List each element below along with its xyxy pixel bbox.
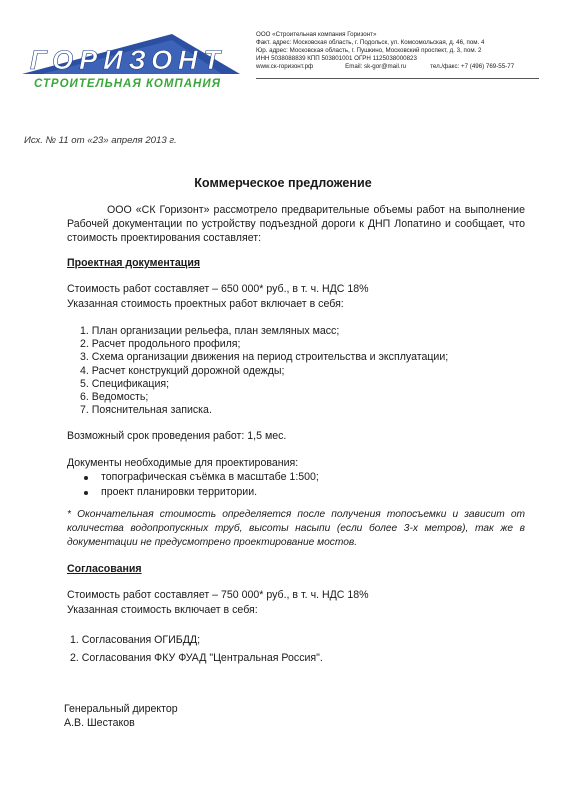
list-item: 7. Пояснительная записка. [80,404,212,417]
required-docs-list [84,470,319,500]
company-info [256,31,514,71]
registration-numbers: ИНН 5038088839 КПП 503801001 ОГРН 1125038000823 [256,55,417,63]
intro-text: ООО «СК Горизонт» рассмотрело предварительные объемы работ на выполнение Рабочей документации по устройству подъездной дороги к ДНП Лопатино и сообщает, что стоимость проектирования составляет: [67,204,525,244]
company-logo [22,34,240,92]
document-title: Коммерческое предложение [194,176,372,190]
design-cost: Стоимость работ составляет – 650 000* руб., в т. ч. НДС 18% [67,283,369,295]
approvals-cost: Стоимость работ составляет – 750 000* руб., в т. ч. НДС 18% [67,589,369,601]
list-item: 6. Ведомость; [80,391,149,404]
logo-tagline: СТРОИТЕЛЬНАЯ КОМПАНИЯ [34,78,220,90]
intro-paragraph [67,204,525,245]
actual-address: Факт. адрес: Московская область, г. Подольск, ул. Комсомольская, д. 46, пом. 4 [256,39,485,47]
required-docs-heading: Документы необходимые для проектирования: [67,457,299,469]
website-link[interactable]: www.ск-горизонт.рф [256,63,314,71]
phone-fax: тел./факс: +7 (496) 769-55-77 [430,63,515,71]
bullet-icon [84,476,88,480]
list-item: проект планировки территории. [84,485,319,500]
header-divider [256,78,539,79]
list-item: 2. Согласования ФКУ ФУАД "Центральная Россия". [70,652,323,664]
approvals-items-list [70,631,323,667]
list-item: 1. План организации рельефа, план земляных масс; [80,325,340,337]
signature-block [64,703,178,730]
approvals-includes: Указанная стоимость включает в себя: [67,604,258,616]
outgoing-reference: Исх. № 11 от «23» апреля 2013 г. [24,135,177,146]
bullet-icon [84,491,88,495]
list-item: 1. Согласования ОГИБДД; [70,634,201,646]
legal-address: Юр. адрес: Московская область, г. Пушкино, Московский проспект, д. 3, пом. 2 [256,47,482,55]
list-item: 2. Расчет продольного профиля; [80,338,241,351]
signer-position: Генеральный директор [64,703,178,715]
design-term: Возможный срок проведения работ: 1,5 мес. [67,430,287,442]
company-name: ООО «Строительная компания Горизонт» [256,31,377,38]
list-item: 5. Спецификация; [80,377,170,390]
section-design-docs-heading: Проектная документация [67,257,201,269]
signer-name: А.В. Шестаков [64,716,135,729]
email-link[interactable]: Email: sk-gor@mail.ru [345,63,407,71]
list-item: 4. Расчет конструкций дорожной одежды; [80,364,285,377]
design-includes: Указанная стоимость проектных работ включает в себя: [67,298,344,310]
list-item: 3. Схема организации движения на период строительства и эксплуатации; [80,351,449,364]
design-items-list [80,325,448,417]
cost-footnote: * Окончательная стоимость определяется после получения топосъемки и зависит от количества водопропускных труб, высоты насыпи (если более 3-х метров), так же в документации не предусмотрено проектирование мостов. [67,509,525,549]
list-item: топографическая съёмка в масштабе 1:500; [84,470,319,485]
logo-name: ГОРИЗОНТ [30,45,220,75]
section-approvals-heading: Согласования [67,563,142,575]
